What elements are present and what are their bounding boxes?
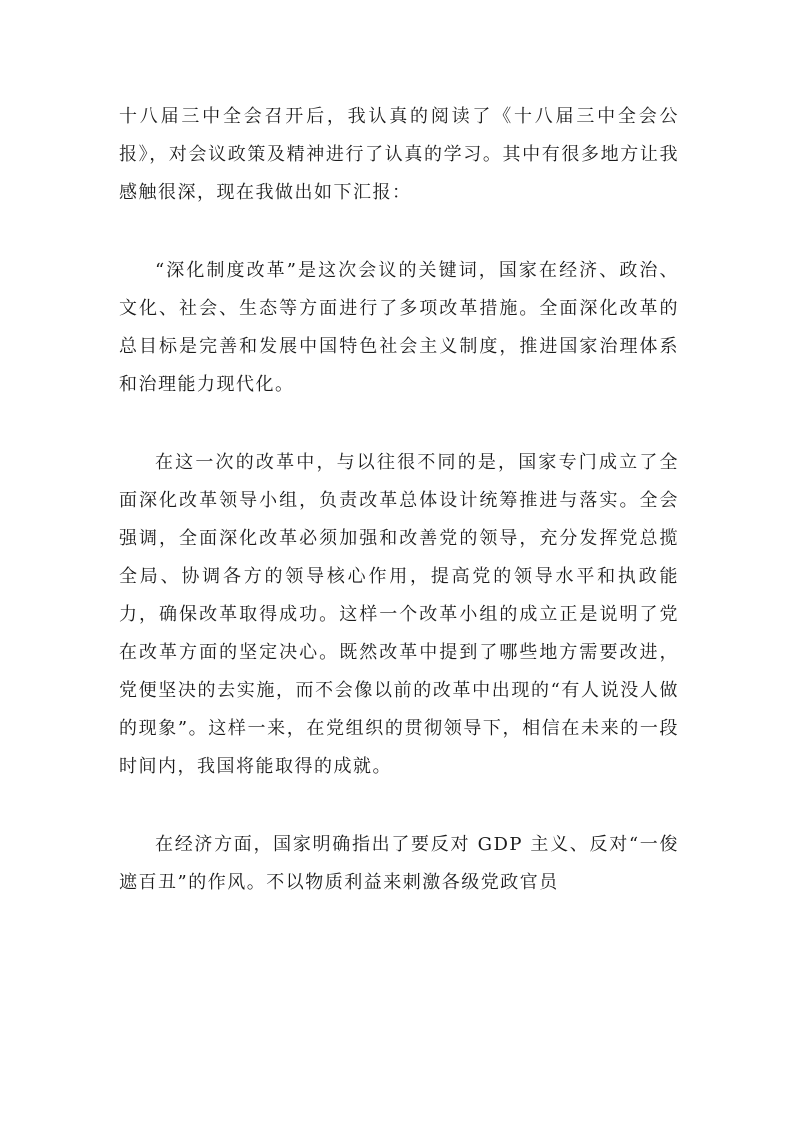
document-body [119,98,679,902]
paragraph-deepen-reform: “深化制度改革”是这次会议的关键词，国家在经济、政治、文化、社会、生态等方面进行了多项改革措施。全面深化改革的总目标是完善和发展中国特色社会主义制度，推进国家治理体系和治理能力现代化。 [119,260,679,395]
paragraph-economy: 在经济方面，国家明确指出了要反对 GDP 主义、反对“一俊遮百丑”的作风。不以物质利益来刺激各级党政官员 [119,834,679,893]
paragraph-reform-group: 在这一次的改革中，与以往很不同的是，国家专门成立了全面深化改革领导小组，负责改革总体设计统筹推进与落实。全会强调，全面深化改革必须加强和改善党的领导，充分发挥党总揽全局、协调各方的领导核心作用，提高党的领导水平和执政能力，确保改革取得成功。这样一个改革小组的成立正是说明了党在改革方面的坚定决心。既然改革中提到了哪些地方需要改进，党便坚决的去实施，而不会像以前的改革中出现的“有人说没人做的现象”。这样一来，在党组织的贯彻领导下，相信在未来的一段时间内，我国将能取得的成就。 [119,452,679,777]
paragraph-intro: 十八届三中全会召开后，我认真的阅读了《十八届三中全会公报》，对会议政策及精神进行了认真的学习。其中有很多地方让我感触很深，现在我做出如下汇报： [119,106,679,203]
